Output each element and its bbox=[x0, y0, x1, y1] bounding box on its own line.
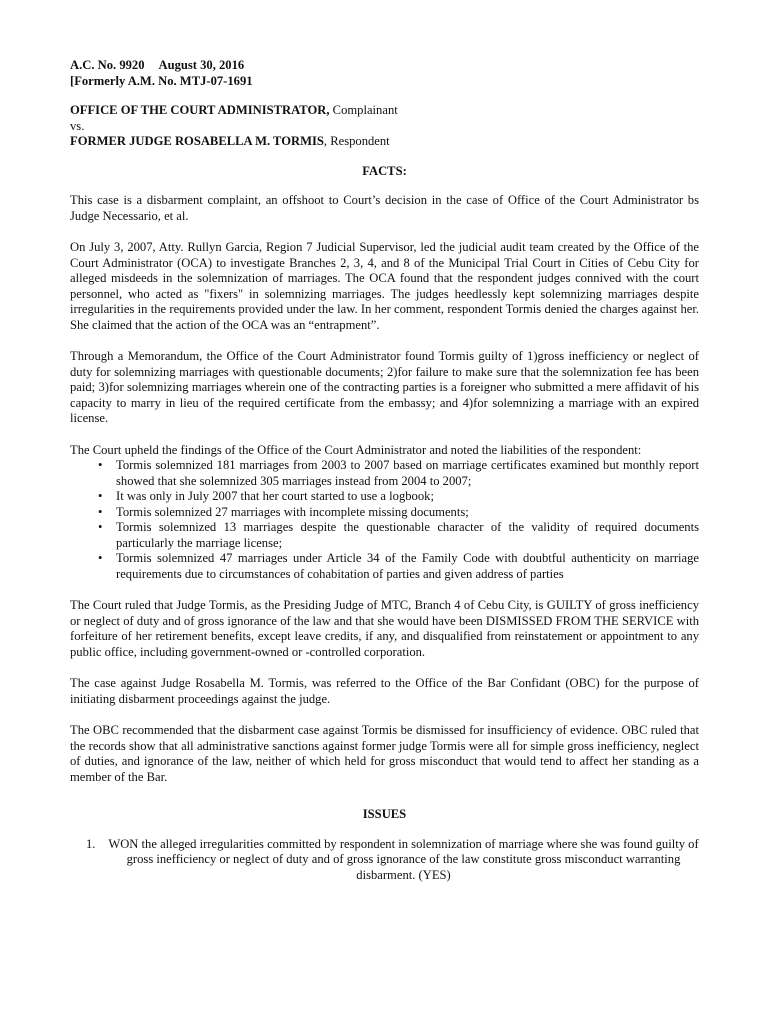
case-number-line bbox=[70, 58, 699, 74]
complainant-line bbox=[70, 103, 699, 119]
complainant-name: OFFICE OF THE COURT ADMINISTRATOR, bbox=[70, 103, 330, 117]
obc-paragraph: The OBC recommended that the disbarment case against Tormis be dismissed for insufficiency of evidence. OBC ruled that the records show that all administrative sanctions against former judge Tormis were all for simple gross inefficiency, neglect of duties, and ignorance of the law, neither of which held for gross misconduct that would tend to affect her standing as a member of the Bar. bbox=[70, 723, 699, 784]
case-header bbox=[70, 58, 699, 89]
facts-heading: FACTS: bbox=[362, 163, 407, 178]
facts-paragraph: This case is a disbarment complaint, an offshoot to Court’s decision in the case of Office of the Court Administrator bs Judge Necessario, et al. bbox=[70, 193, 699, 223]
issue-text: WON the alleged irregularities committed by respondent in solemnization of marriage where she was found guilty of gross inefficiency or neglect of duty and of gross ignorance of the law constitute gross misconduct warranting disbarment. (YES) bbox=[108, 836, 699, 882]
case-date: August 30, 2016 bbox=[158, 58, 245, 72]
respondent-name: FORMER JUDGE ROSABELLA M. TORMIS bbox=[70, 134, 324, 148]
issues-list bbox=[70, 837, 699, 884]
issue-item bbox=[70, 837, 699, 884]
referral-paragraph: The case against Judge Rosabella M. Tormis, was referred to the Office of the Bar Confidant (OBC) for the purpose of initiating disbarment proceedings against the judge. bbox=[70, 676, 699, 706]
facts-paragraph: On July 3, 2007, Atty. Rullyn Garcia, Region 7 Judicial Supervisor, led the judicial audit team created by the Office of the Court Administrator (OCA) to investigate Branches 2, 3, 4, and 8 of the Municipal Trial Court in Cities of Cebu City for alleged misdeeds in the solemnization of marriages. The OCA found that the respondent judges connived with the court personnel, who acted as "fixers" in solemnizing marriages. The judges heedlessly kept solemnizing marriages despite irregularities in the requirements provided under the law. In her comment, respondent Tormis denied the charges against her. She claimed that the action of the OCA was an “entrapment”. bbox=[70, 240, 699, 332]
list-item: • Tormis solemnized 181 marriages from 2003 to 2007 based on marriage certificates examined but monthly report showed that she solemnized 305 marriages instead from 2004 to 2007; bbox=[116, 458, 699, 489]
facts-paragraph: Through a Memorandum, the Office of the Court Administrator found Tormis guilty of 1)gross inefficiency or neglect of duty for solemnizing marriages with questionable documents; 2)for failure to make sure that the solemnization fee has been paid; 3)for solemnizing marriages wherein one of the contracting parties is a foreigner who submitted a mere affidavit of his capacity to marry in lieu of the required certificate from the embassy; and 4)for solemnizing a marriage with an expired license. bbox=[70, 349, 699, 425]
formerly-line: [Formerly A.M. No. MTJ-07-1691 bbox=[70, 73, 253, 88]
respondent-role: , Respondent bbox=[323, 134, 390, 148]
issue-number: 1. bbox=[86, 836, 96, 851]
list-item: • Tormis solemnized 27 marriages with incomplete missing documents; bbox=[116, 505, 699, 521]
parties-block bbox=[70, 103, 699, 150]
list-item: • Tormis solemnized 47 marriages under Article 34 of the Family Code with doubtful authenticity on marriage requirements due to circumstances of cohabitation of parties and given address of parties bbox=[116, 551, 699, 582]
facts-paragraph: The Court upheld the findings of the Office of the Court Administrator and noted the liabilities of the respondent: bbox=[70, 442, 642, 457]
respondent-line bbox=[70, 134, 699, 150]
versus-text: vs. bbox=[70, 118, 85, 133]
list-item: • Tormis solemnized 13 marriages despite the questionable character of the validity of required documents particularly the marriage license; bbox=[116, 520, 699, 551]
issues-heading: ISSUES bbox=[362, 807, 407, 821]
case-number: A.C. No. 9920 bbox=[70, 58, 145, 72]
liabilities-list bbox=[70, 458, 699, 582]
complainant-role: Complainant bbox=[329, 103, 398, 117]
ruling-paragraph: The Court ruled that Judge Tormis, as the Presiding Judge of MTC, Branch 4 of Cebu City, is GUILTY of gross inefficiency or neglect of duty and of gross ignorance of the law and that she would have been DISMISSED FROM THE SERVICE with forfeiture of her retirement benefits, except leave credits, if any, and disqualified from reinstatement or appointment to any public office, including government-owned or -controlled corporation. bbox=[70, 598, 699, 659]
list-item: • It was only in July 2007 that her court started to use a logbook; bbox=[116, 489, 699, 505]
